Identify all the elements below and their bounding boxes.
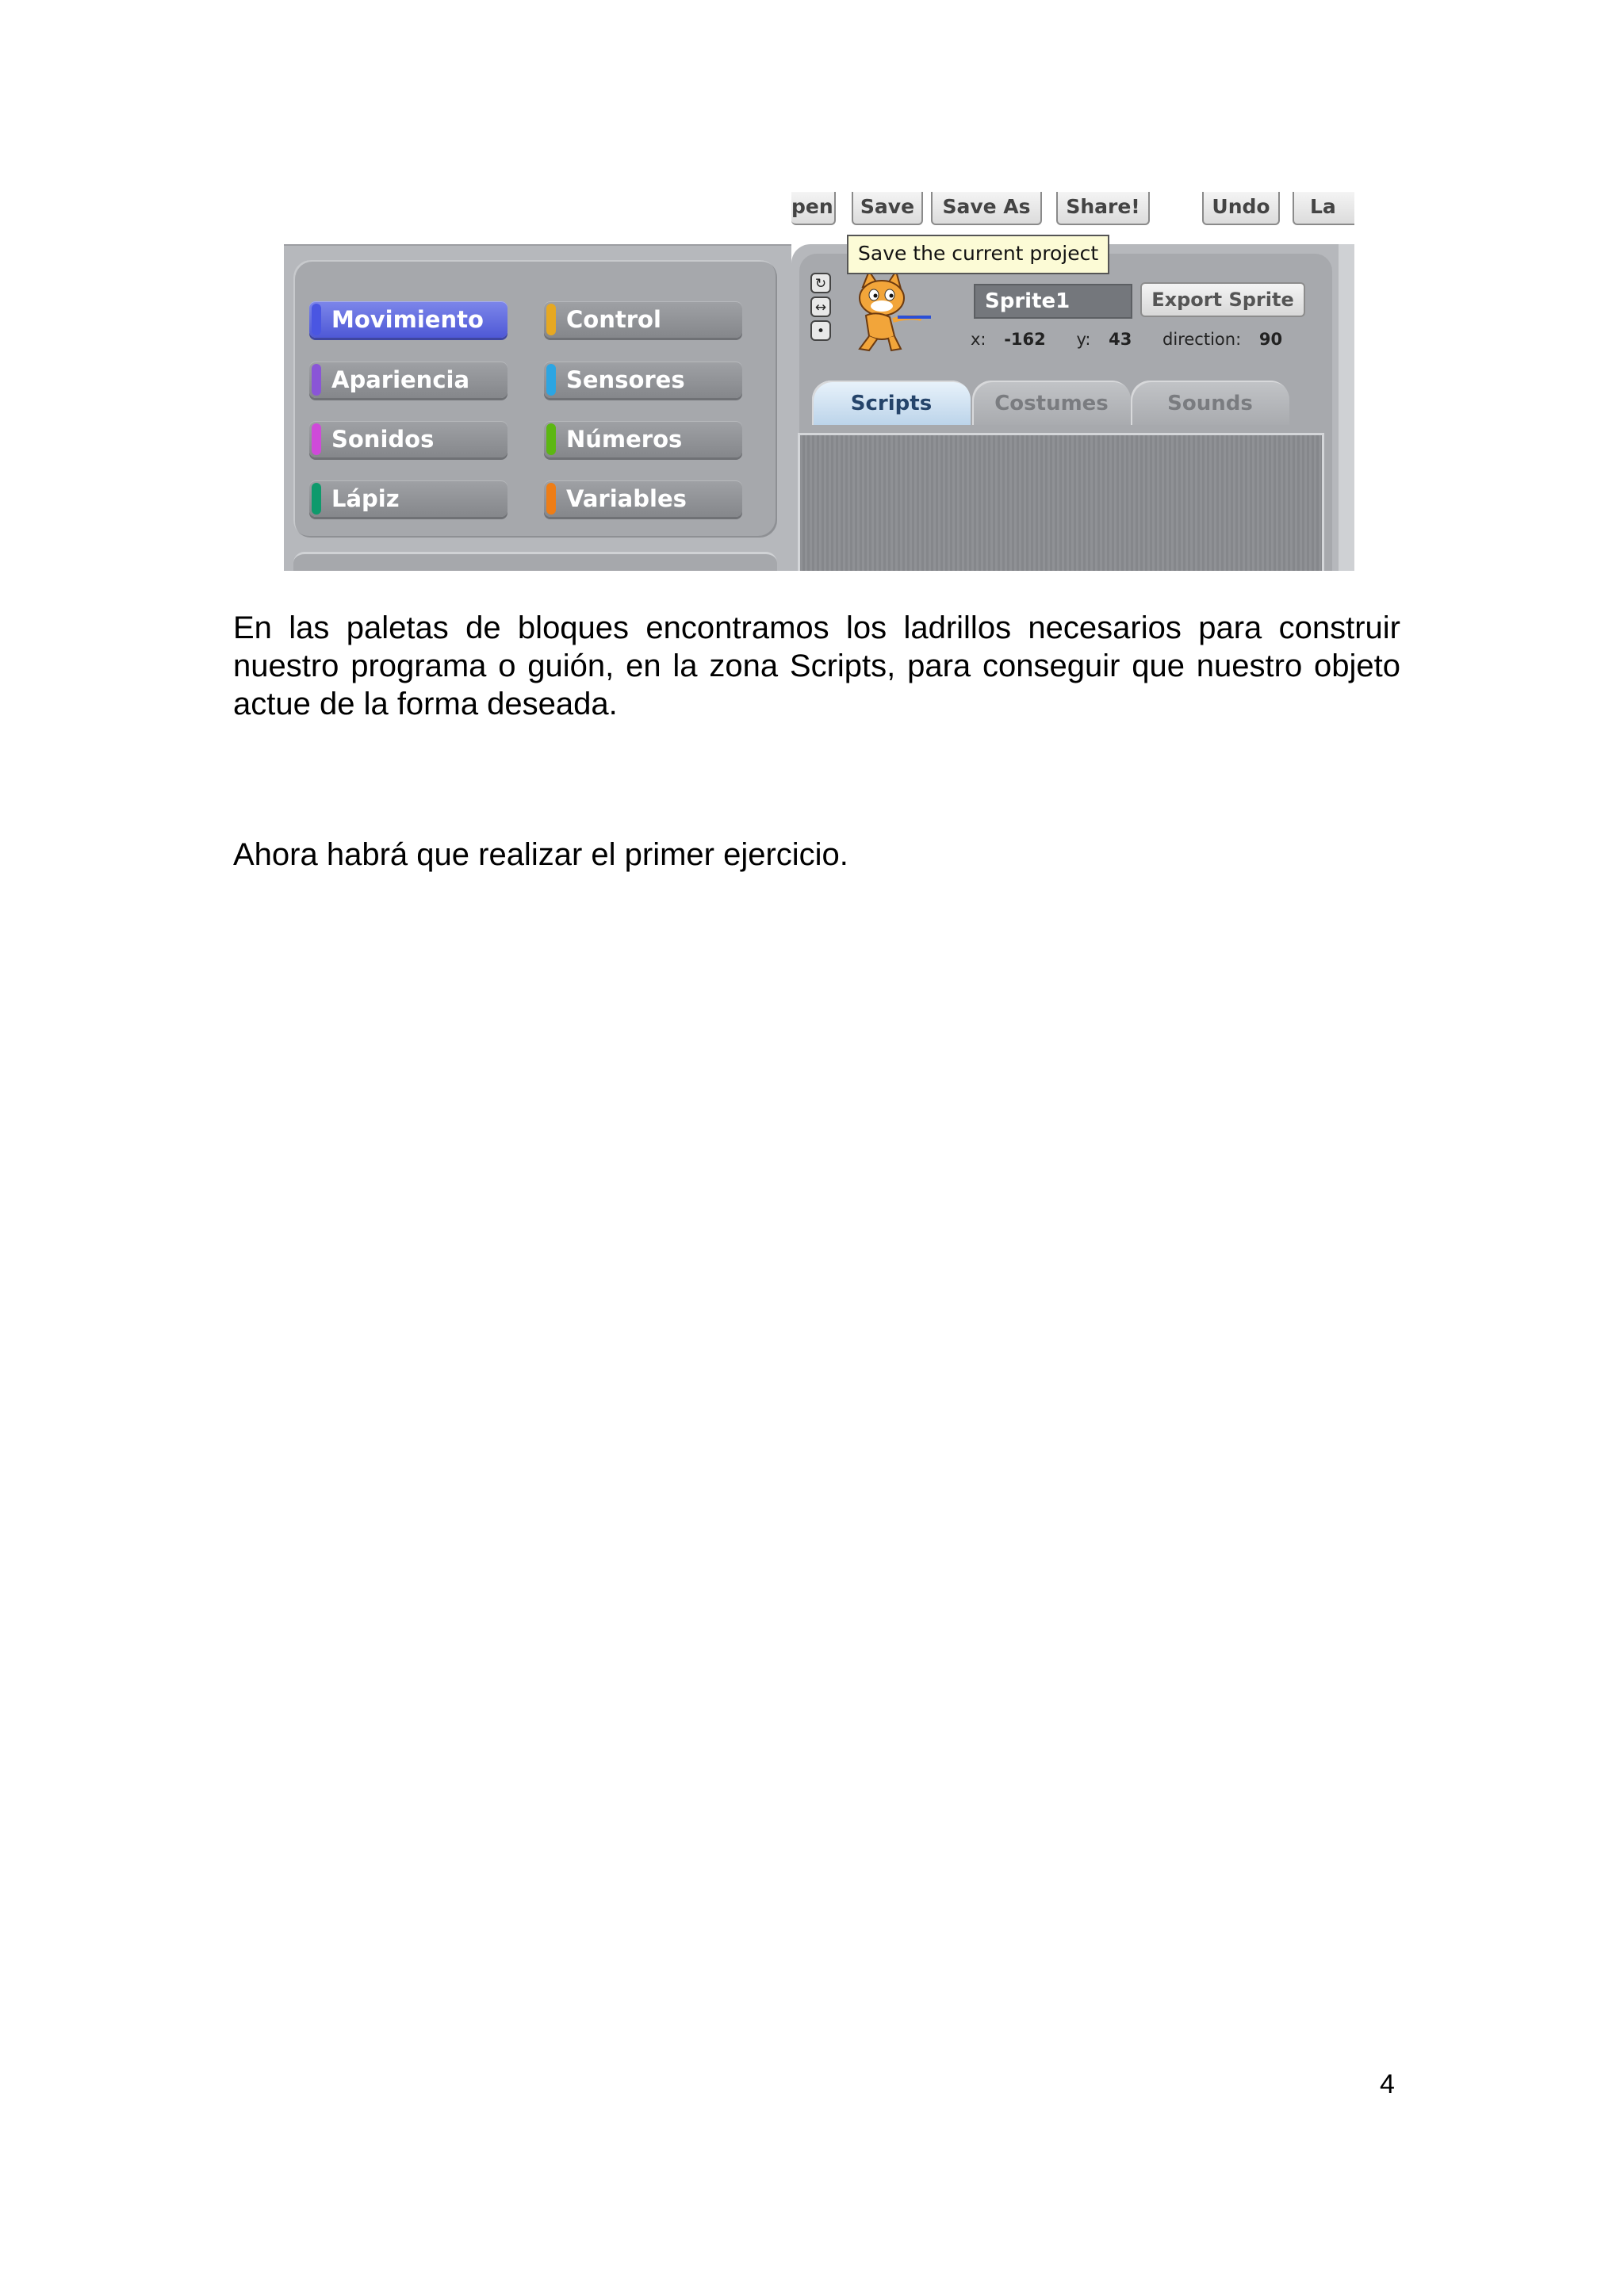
category-apariencia-button[interactable]	[309, 362, 508, 398]
direction-value: 90	[1258, 330, 1283, 349]
y-value: 43	[1109, 330, 1132, 349]
category-panel	[293, 260, 777, 538]
cat-sprite-icon[interactable]	[845, 270, 934, 355]
panel-edge	[1339, 244, 1354, 571]
tab-scripts[interactable]: Scripts	[812, 381, 971, 425]
category-color-stripe	[546, 423, 556, 455]
category-label: Sonidos	[331, 426, 435, 453]
category-color-stripe	[312, 483, 321, 515]
category-variables-button[interactable]	[544, 480, 742, 517]
open-button[interactable]: pen	[791, 192, 836, 225]
category-lapiz-button[interactable]	[309, 480, 508, 517]
category-label: Variables	[566, 485, 687, 512]
export-sprite-button[interactable]: Export Sprite	[1140, 282, 1305, 317]
x-value: -162	[1004, 330, 1046, 349]
x-readout	[971, 330, 1059, 349]
undo-button[interactable]: Undo	[1202, 192, 1280, 225]
exercise-paragraph: Ahora habrá que realizar el primer ejercicio.	[233, 837, 848, 872]
category-label: Sensores	[566, 366, 685, 393]
scratch-screenshot	[284, 190, 1354, 571]
save-button[interactable]: Save	[852, 192, 923, 225]
language-button[interactable]: La	[1293, 192, 1354, 225]
sprite-coordinates	[971, 330, 1308, 349]
sprite-name-field[interactable]: Sprite1	[974, 284, 1132, 319]
block-palette	[284, 244, 798, 571]
y-label: y:	[1076, 330, 1091, 349]
category-label: Movimiento	[331, 306, 484, 333]
category-control-button[interactable]	[544, 301, 742, 338]
direction-readout	[1162, 330, 1295, 349]
category-color-stripe	[312, 423, 321, 455]
save-tooltip: Save the current project	[847, 235, 1109, 274]
rotate-icon[interactable]: ↻	[810, 273, 831, 293]
tab-sounds[interactable]: Sounds	[1131, 381, 1289, 425]
no-rotate-icon[interactable]: •	[810, 320, 831, 341]
sprite-panel	[791, 190, 1354, 571]
save-as-button[interactable]: Save As	[931, 192, 1042, 225]
category-sensores-button[interactable]	[544, 362, 742, 398]
share-button[interactable]: Share!	[1056, 192, 1150, 225]
category-movimiento-button[interactable]	[309, 301, 508, 338]
category-color-stripe	[312, 364, 321, 396]
blocks-list-top	[293, 552, 777, 571]
category-color-stripe	[546, 304, 556, 335]
scripts-area[interactable]	[798, 433, 1324, 571]
flip-icon[interactable]: ↔	[810, 297, 831, 317]
category-sonidos-button[interactable]	[309, 421, 508, 457]
y-readout	[1076, 330, 1144, 349]
tab-costumes[interactable]: Costumes	[972, 381, 1131, 425]
category-color-stripe	[546, 483, 556, 515]
direction-label: direction:	[1162, 330, 1242, 349]
category-label: Control	[566, 306, 661, 333]
category-label: Números	[566, 426, 683, 453]
page-number: 4	[1380, 2069, 1395, 2099]
x-label: x:	[971, 330, 986, 349]
category-color-stripe	[312, 304, 321, 335]
category-color-stripe	[546, 364, 556, 396]
category-label: Lápiz	[331, 485, 400, 512]
category-numeros-button[interactable]	[544, 421, 742, 457]
body-paragraph: En las paletas de bloques encontramos los ladrillos necesarios para construir nuestro programa o guión, en la zona Scripts, para conseguir que nuestro objeto actue de la forma deseada.	[233, 610, 1400, 721]
category-label: Apariencia	[331, 366, 470, 393]
